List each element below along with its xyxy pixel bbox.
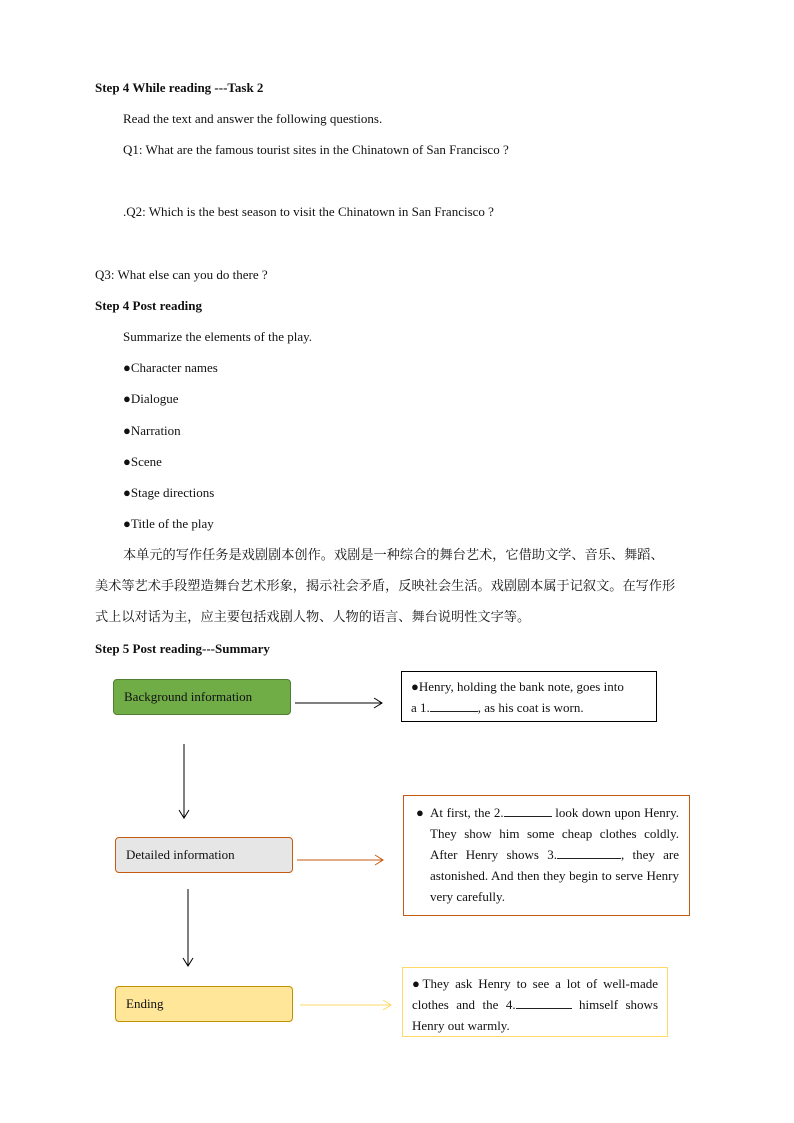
list-item: ●Narration: [123, 423, 181, 438]
chinese-paragraph-line: 本单元的写作任务是戏剧剧本创作。戏剧是一种综合的舞台艺术，它借助文学、音乐、舞蹈、: [123, 548, 664, 563]
bullet-icon: ●: [411, 679, 419, 694]
reading-instruction: Read the text and answer the following questions.: [123, 111, 383, 126]
arrow-background-right: [295, 698, 382, 708]
summary-box-ending: ●They ask Henry to see a lot of well-made clothes and the 4. himself shows Henry out warmly.: [402, 967, 668, 1037]
bullet-icon: ●: [412, 976, 423, 991]
blank-4: [516, 997, 572, 1009]
bullet-icon: ●: [123, 360, 131, 375]
bullet-icon: ●: [416, 805, 424, 820]
question-3: Q3: What else can you do there ?: [95, 267, 268, 282]
blank-2: [504, 805, 552, 817]
list-item: ●Scene: [123, 454, 162, 469]
list-item: ●Dialogue: [123, 391, 179, 406]
bullet-icon: ●: [123, 391, 131, 406]
node-label: Background information: [124, 689, 253, 704]
list-item: ●Title of the play: [123, 516, 214, 531]
question-1: Q1: What are the famous tourist sites in the Chinatown of San Francisco ?: [123, 142, 509, 157]
node-background-information: [113, 679, 291, 715]
chinese-paragraph-line: 式上以对话为主，应主要包括戏剧人物、人物的语言、舞台说明性文字等。: [95, 610, 531, 625]
node-label: Ending: [126, 996, 164, 1011]
summary-box-detailed: ● At first, the 2. look down upon Henry. They show him some cheap clothes coldly. After Henry shows 3. , they are astonished. And then they begin to serve Henry very carefully.: [403, 795, 690, 916]
arrow-detailed-down: [183, 889, 193, 966]
node-detailed-information: [115, 837, 293, 873]
node-label: Detailed information: [126, 847, 235, 862]
summary-box-background: ●Henry, holding the bank note, goes into a 1. , as his coat is worn.: [401, 671, 657, 722]
bullet-icon: ●: [123, 516, 131, 531]
arrow-background-down: [179, 744, 189, 818]
list-item: ●Stage directions: [123, 485, 215, 500]
arrow-detailed-right: [297, 855, 383, 865]
bullet-icon: ●: [123, 423, 131, 438]
question-2: .Q2: Which is the best season to visit the Chinatown in San Francisco ?: [123, 204, 494, 219]
list-item: ●Character names: [123, 360, 218, 375]
step4-reading-heading: Step 4 While reading ---Task 2: [95, 80, 264, 95]
post-instruction: Summarize the elements of the play.: [123, 329, 313, 344]
blank-1: [430, 700, 478, 712]
node-ending: [115, 986, 293, 1022]
step5-heading: Step 5 Post reading---Summary: [95, 641, 270, 656]
bullet-icon: ●: [123, 454, 131, 469]
arrow-ending-right: [300, 1000, 391, 1010]
bullet-icon: ●: [123, 485, 131, 500]
blank-3: [557, 847, 621, 859]
step4-post-heading: Step 4 Post reading: [95, 298, 203, 313]
chinese-paragraph-line: 美术等艺术手段塑造舞台艺术形象，揭示社会矛盾，反映社会生活。戏剧剧本属于记叙文。在写作形: [95, 579, 676, 594]
